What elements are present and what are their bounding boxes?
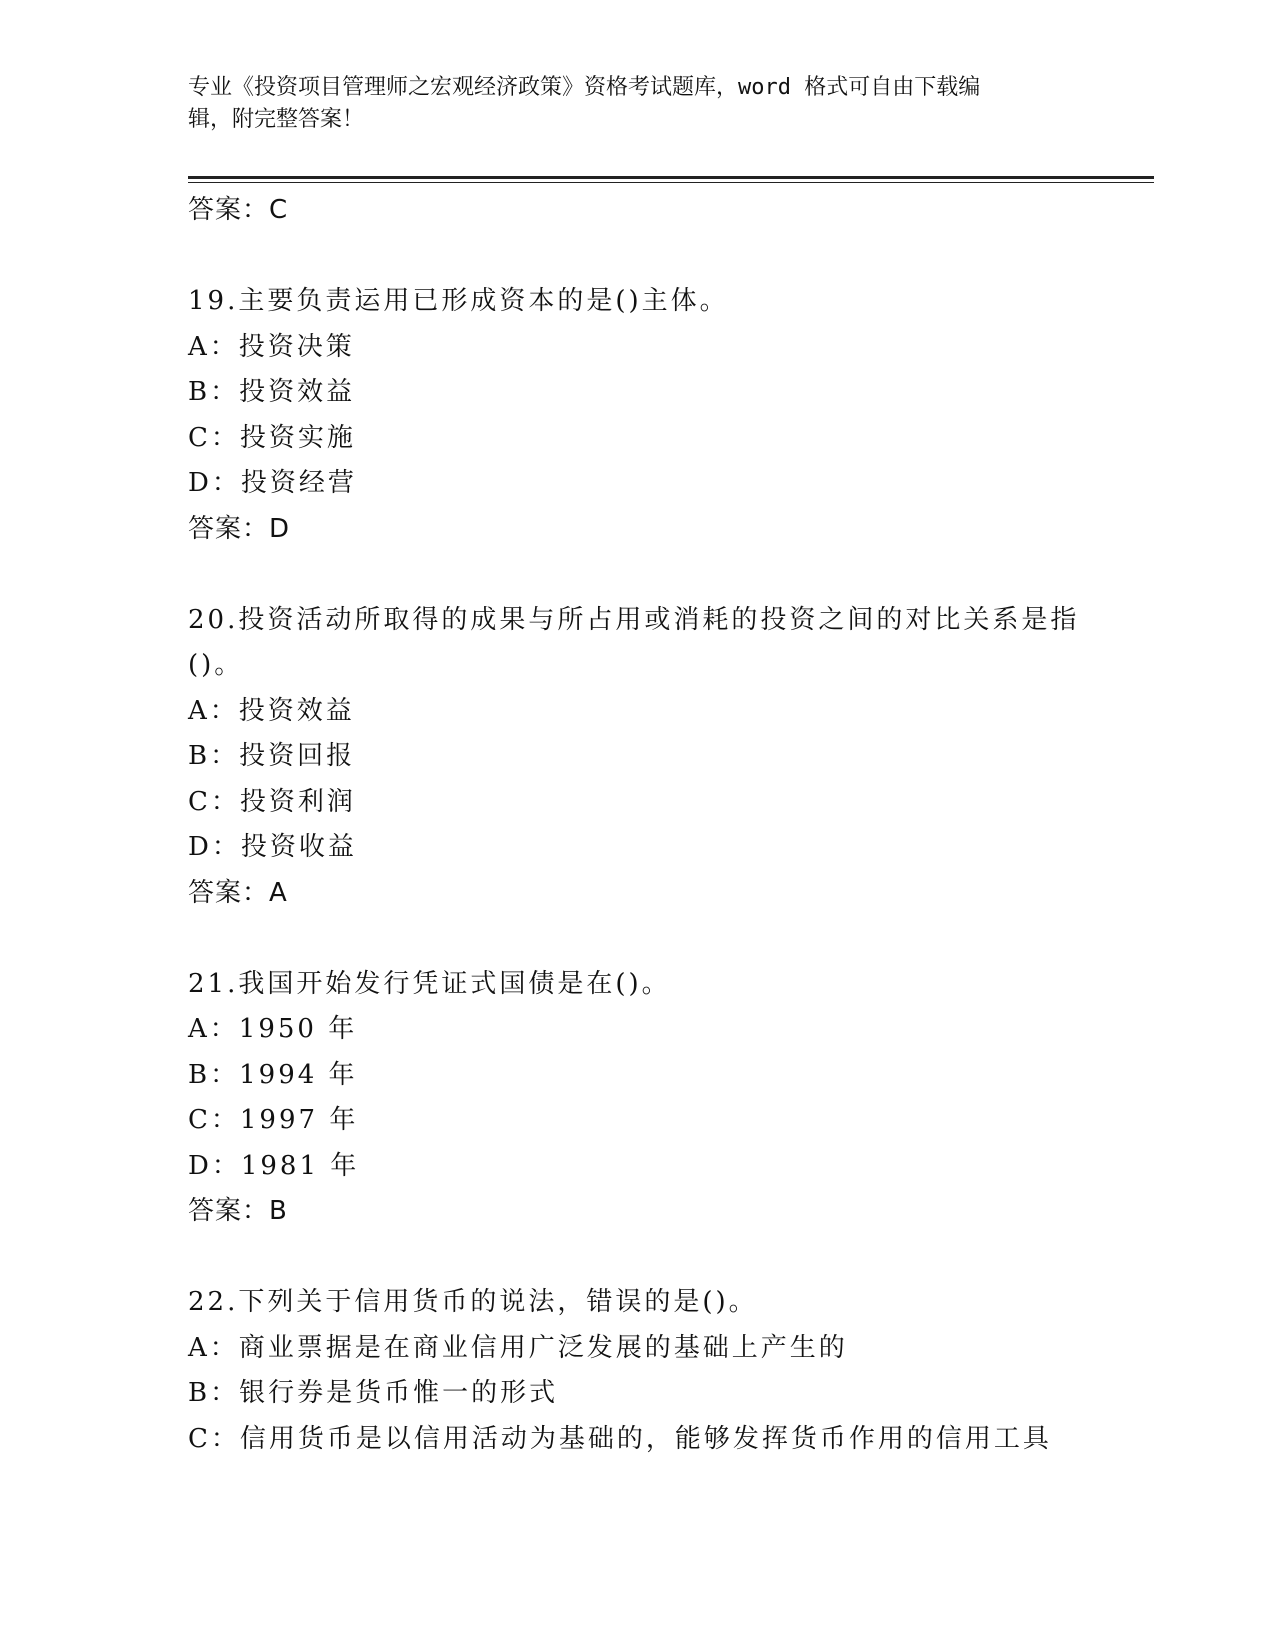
spacer [188,234,1088,280]
option-c: C：信用货币是以信用活动为基础的，能够发挥货币作用的信用工具 [188,1423,1052,1454]
option-b: B：投资回报 [188,741,356,771]
option-a: A：商业票据是在商业信用广泛发展的基础上产生的 [188,1332,848,1363]
option-a: A：1950 年 [188,1014,358,1044]
option-c: C：投资利润 [188,786,356,817]
question-stem: 19.主要负责运用已形成资本的是()主体。 [188,286,729,316]
question-20 [188,598,1088,917]
header-divider-thick [188,176,1154,179]
answer: 答案：A [188,877,288,908]
header-line-1: 专业《投资项目管理师之宏观经济政策》资格考试题库，word 格式可自由下载编 [188,75,981,100]
question-stem-line-2: ()。 [188,650,244,680]
option-b: B：银行券是货币惟一的形式 [188,1378,559,1408]
spacer [188,552,1088,598]
question-stem: 22.下列关于信用货币的说法，错误的是()。 [188,1287,758,1317]
option-d: D：投资经营 [188,468,357,498]
header-divider-thin [188,182,1154,183]
previous-answer: 答案：C [188,195,289,225]
question-stem-line-1: 20.投资活动所取得的成果与所占用或消耗的投资之间的对比关系是指 [188,604,1080,635]
question-22 [188,1280,1088,1462]
document-header [188,72,1068,136]
spacer [188,1235,1088,1281]
option-d: D：投资收益 [188,832,357,862]
option-d: D：1981 年 [188,1150,360,1181]
spacer [188,916,1088,962]
answer: 答案：D [188,513,291,544]
header-line-2: 辑，附完整答案！ [188,107,365,132]
question-19 [188,279,1088,552]
option-a: A：投资效益 [188,695,355,726]
option-b: B：投资效益 [188,377,356,407]
option-a: A：投资决策 [188,331,355,362]
option-b: B：1994 年 [188,1059,358,1090]
question-list [188,188,1088,1462]
option-c: C：1997 年 [188,1105,359,1135]
question-21 [188,962,1088,1235]
option-c: C：投资实施 [188,422,356,453]
question-stem: 21.我国开始发行凭证式国债是在()。 [188,968,671,999]
answer: 答案：B [188,1196,288,1226]
